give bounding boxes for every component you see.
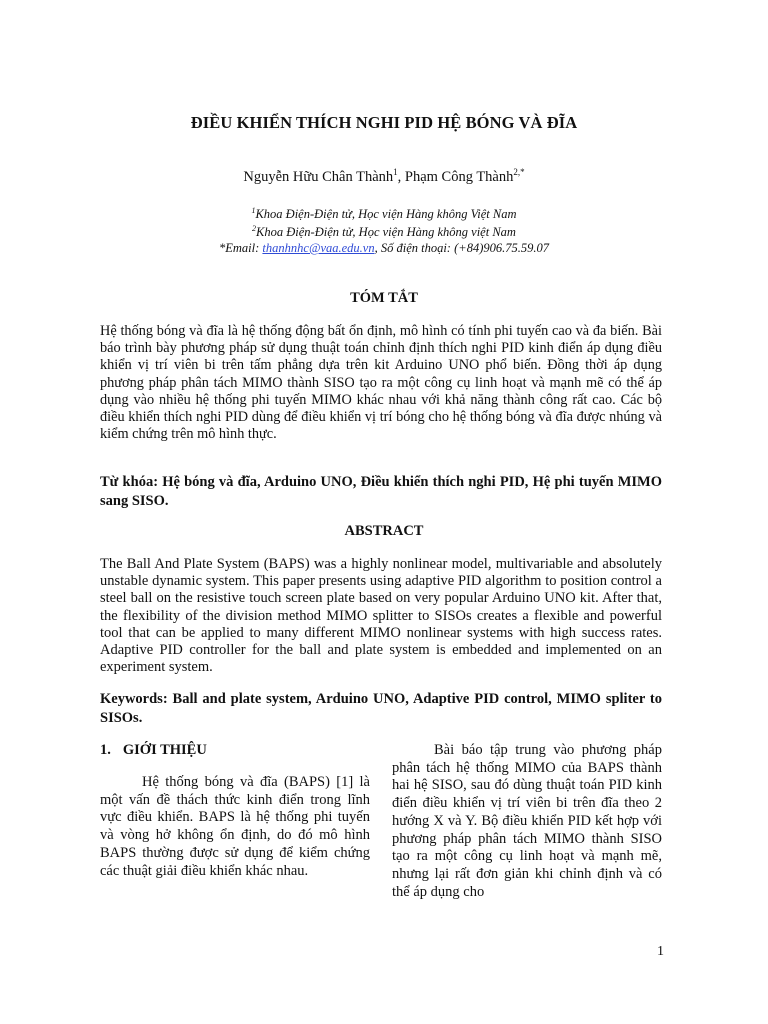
affiliation-text: Khoa Điện-Điện tử, Học viện Hàng không việt Nam <box>256 225 516 240</box>
author-affiliation-mark: 2,* <box>513 167 525 177</box>
phone-text: , Số điện thoại: (+84)906.75.59.07 <box>374 241 549 255</box>
paragraph: Bài báo tập trung vào phương pháp phân tách hệ thống MIMO của BAPS thành hai hệ SISO, sau đó dùng thuật toán PID kinh điển điều khiển vị trí viên bi trên đĩa theo 2 hướng X và Y. Bộ điều khiển PID kết hợp với phương pháp phân tách MIMO thành SISO tạo ra một công cụ linh hoạt và mạnh mẽ, nhưng lại rất đơn giản khi chỉnh định và có thể áp dụng cho <box>392 742 662 900</box>
affiliation <box>0 206 768 222</box>
email-link[interactable]: thanhnhc@vaa.edu.vn <box>262 241 375 255</box>
tomtat-body: Hệ thống bóng và đĩa là hệ thống động bất ổn định, mô hình có tính phi tuyến cao và đa biến. Bài báo trình bày phương pháp sử dụng thuật toán chỉnh định thích nghi PID kinh điển áp dụng điều khiển vị trí viên bi trên tấm phẳng dựa trên kit Arduino UNO phổ biến. Đồng thời áp dụng phương pháp phân tách MIMO thành SISO tạo ra một công cụ linh hoạt và mạnh mẽ có thể áp dụng vào nhiều hệ thống phi tuyến MIMO khác nhau với khả năng thành công rất cao. Các bộ điều khiển thích nghi PID dùng để điều khiển vị trí bóng cho hệ thống bóng và đĩa được nhúng và kiểm chứng trên mô hình thực. <box>100 323 662 443</box>
section-title: GIỚI THIỆU <box>122 742 207 758</box>
section-heading <box>100 742 207 759</box>
author-separator: , <box>397 168 405 185</box>
page-number: 1 <box>657 944 664 959</box>
author-affiliation-mark: 1 <box>393 167 398 177</box>
author-name: Nguyễn Hữu Chân Thành <box>243 168 394 185</box>
abstract-body: The Ball And Plate System (BAPS) was a highly nonlinear model, multivariable and absolutely unstable dynamic system. This paper presents using adaptive PID algorithm to position control a steel ball on the resistive touch screen plate based on very popular Arduino UNO kit. After that, the flexibility of the division method MIMO splitter to SISOs creates a flexible and powerful tool that can be applied to many different MIMO nonlinear systems with high success rates. Adaptive PID controller for the ball and plate system is embedded and implemented on an experiment system. <box>100 556 662 676</box>
right-column <box>392 742 662 901</box>
abstract-keywords: Keywords: Ball and plate system, Arduino UNO, Adaptive PID control, MIMO spliter to SISOs. <box>100 691 662 726</box>
author-line <box>0 167 768 186</box>
tomtat-heading: TÓM TẮT <box>350 290 418 306</box>
affiliation-mark: 2 <box>252 224 257 233</box>
tomtat-keywords: Từ khóa: Hệ bóng và đĩa, Arduino UNO, Điều khiển thích nghi PID, Hệ phi tuyến MIMO sang SISO. <box>100 474 662 509</box>
left-column <box>100 774 370 880</box>
paragraph: Hệ thống bóng và đĩa (BAPS) [1] là một vấn đề thách thức kinh điển trong lĩnh vực điều khiển. BAPS là hệ thống phi tuyến và vòng hở không ổn định, do đó mô hình BAPS thường được sử dụng để kiểm chứng các thuật giải điều khiển khác nhau. <box>100 774 370 879</box>
affiliation <box>0 224 768 240</box>
contact-line <box>0 241 768 256</box>
section-number: 1. <box>100 742 111 758</box>
affiliation-text: Khoa Điện-Điện tử, Học viện Hàng không Việt Nam <box>255 207 517 222</box>
paper-title: ĐIỀU KHIỂN THÍCH NGHI PID HỆ BÓNG VÀ ĐĨA <box>190 113 578 132</box>
abstract-heading: ABSTRACT <box>344 523 424 539</box>
affiliation-mark: 1 <box>251 206 256 215</box>
author-name: Phạm Công Thành <box>404 168 514 185</box>
email-label: *Email: <box>219 241 263 255</box>
